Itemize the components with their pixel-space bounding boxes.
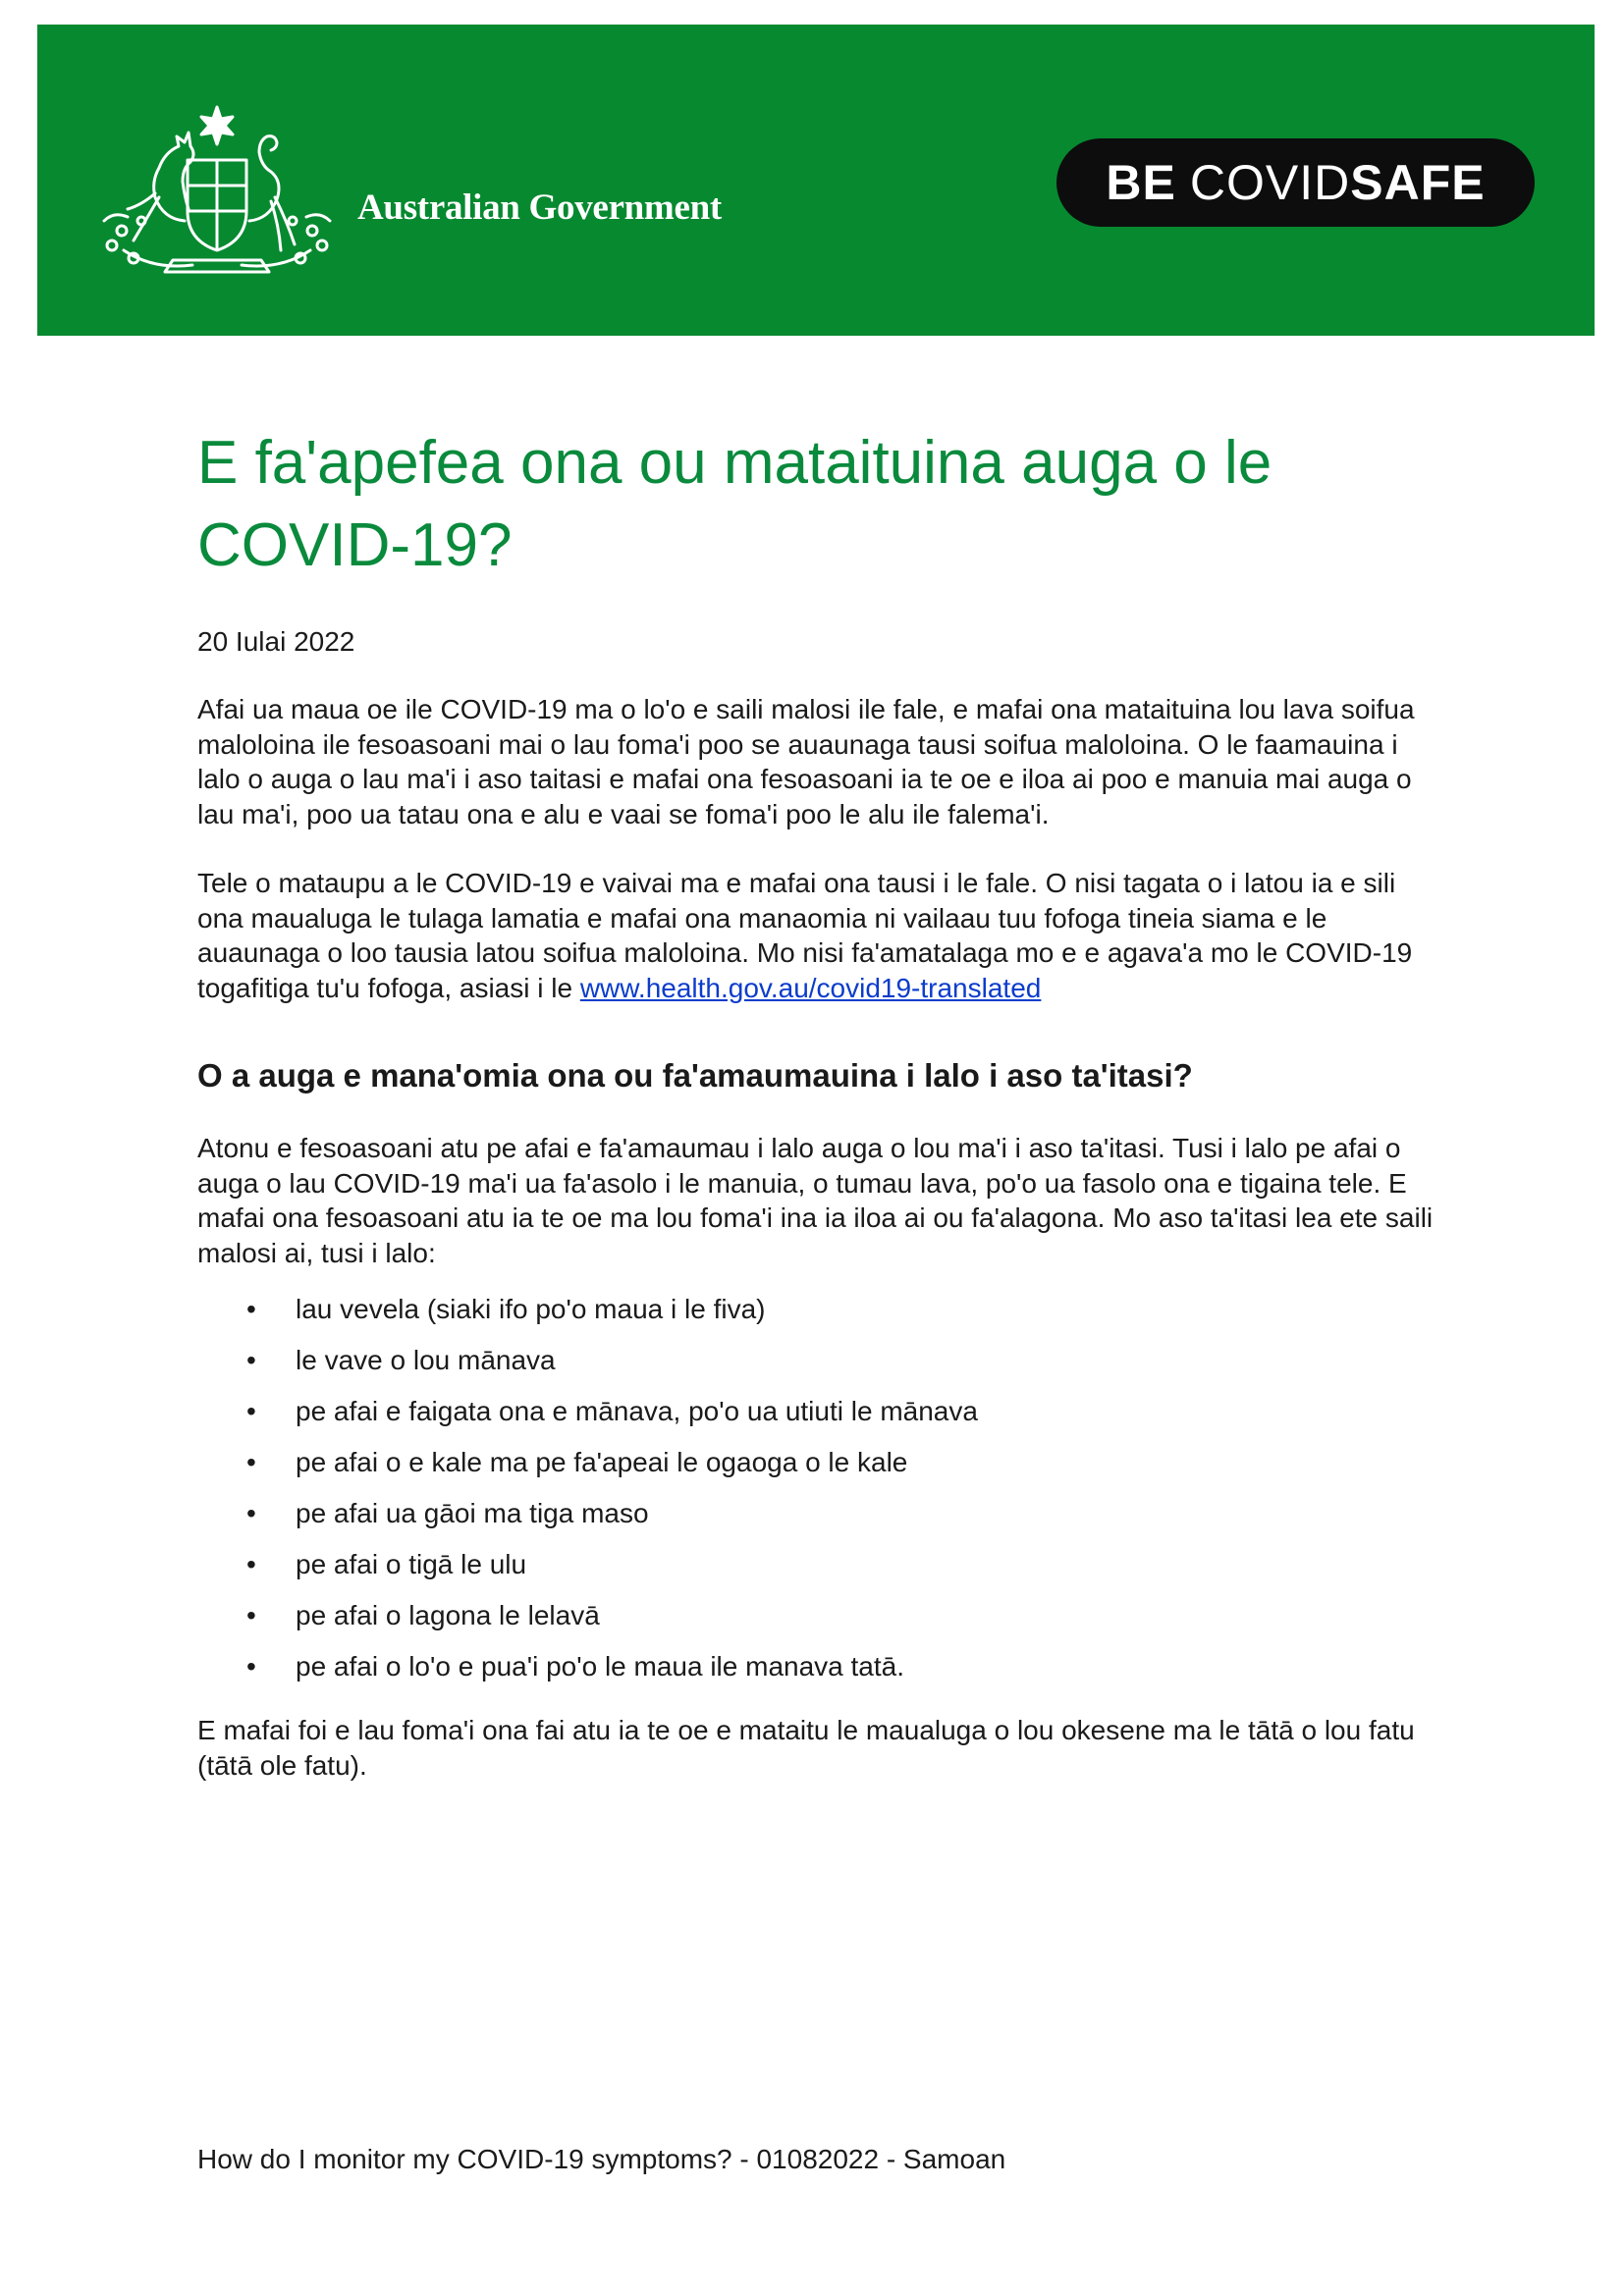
bullet-icon: • xyxy=(246,1396,256,1426)
list-item-text: pe afai o lo'o e pua'i po'o le maua ile manava tatā. xyxy=(296,1651,905,1682)
list-item-text: pe afai o e kale ma pe fa'apeai le ogaoga o le kale xyxy=(296,1447,908,1477)
header-banner xyxy=(37,25,1595,336)
treatment-paragraph xyxy=(197,866,1444,1005)
symptom-list xyxy=(197,1292,1444,1683)
coat-of-arms-icon xyxy=(94,103,340,290)
page-footer: How do I monitor my COVID-19 symptoms? - 01082022 - Samoan xyxy=(197,2144,1006,2174)
be-covidsafe-badge xyxy=(1056,138,1535,227)
bullet-icon: • xyxy=(246,1498,256,1528)
section-heading: O a auga e mana'omia ona ou fa'amaumauina i lalo i aso ta'itasi? xyxy=(197,1057,1193,1094)
list-item xyxy=(197,1394,1444,1428)
list-item xyxy=(197,1445,1444,1479)
list-item-text: pe afai ua gāoi ma tiga maso xyxy=(296,1498,649,1528)
bullet-icon: • xyxy=(246,1294,256,1324)
list-item xyxy=(197,1496,1444,1530)
list-item xyxy=(197,1547,1444,1581)
bullet-icon: • xyxy=(246,1549,256,1579)
list-item-text: pe afai o tigā le ulu xyxy=(296,1549,527,1579)
bullet-icon: • xyxy=(246,1651,256,1682)
badge-be: BE xyxy=(1106,155,1176,210)
page-title: E fa'apefea ona ou mataituina auga o le COVID-19? xyxy=(197,429,1272,579)
health-translated-link[interactable]: www.health.gov.au/covid19-translated xyxy=(579,972,1042,1003)
list-item-text: pe afai o lagona le lelavā xyxy=(296,1600,600,1630)
publication-date: 20 Iulai 2022 xyxy=(197,626,355,657)
government-name: Australian Government xyxy=(357,187,722,228)
list-item xyxy=(197,1598,1444,1632)
bullet-icon: • xyxy=(246,1345,256,1375)
badge-covid: COVID xyxy=(1189,155,1351,210)
list-item xyxy=(197,1292,1444,1326)
list-item xyxy=(197,1343,1444,1377)
oxygen-paragraph: E mafai foi e lau foma'i ona fai atu ia te oe e mataitu le maualuga o lou okesene ma le tātā o lou fatu (tātā ole fatu). xyxy=(197,1715,1415,1781)
bullet-icon: • xyxy=(246,1447,256,1477)
bullet-icon: • xyxy=(246,1600,256,1630)
treatment-paragraph-text: Tele o mataupu a le COVID-19 e vaivai ma e mafai ona tausi i le fale. O nisi tagata o i latou ia e sili ona maualuga le tulaga lamatia e mafai ona manaomia ni vailaau tuu fofoga tineia siama e le auaunaga o loo tausia latou soifua maloloina. Mo nisi fa'amatalaga mo e e agava'a mo le COVID-19 togafitiga tu'u fofoga, asiasi i le xyxy=(197,868,1413,1003)
list-item-text: pe afai e faigata ona e mānava, po'o ua utiuti le mānava xyxy=(296,1396,978,1426)
document-body xyxy=(197,422,1444,1783)
record-symptoms-paragraph: Atonu e fesoasoani atu pe afai e fa'amaumau i lalo auga o lou ma'i i aso ta'itasi. Tusi i lalo pe afai o auga o lau COVID-19 ma'i ua fa'asolo i le manuia, o tumau lava, po'o ua fasolo ona e tigaina tele. E mafai ona fesoasoani atu ia te oe ma lou foma'i ina ia iloa ai ou fa'alagona. Mo aso ta'itasi lea ete saili malosi ai, tusi i lalo: xyxy=(197,1133,1434,1268)
list-item-text: lau vevela (siaki ifo po'o maua i le fiva) xyxy=(296,1294,766,1324)
list-item-text: le vave o lou mānava xyxy=(296,1345,556,1375)
badge-safe: SAFE xyxy=(1350,155,1486,210)
intro-paragraph: Afai ua maua oe ile COVID-19 ma o lo'o e saili malosi ile fale, e mafai ona mataituina lou lava soifua maloloina ile fesoasoani mai o lau foma'i poo se auaunaga tausi soifua maloloina. O le faamauina i lalo o auga o lau ma'i i aso taitasi e mafai ona fesoasoani ia te oe e iloa ai poo e manuia mai auga o lau ma'i, poo ua tatau ona e alu e vaai se foma'i poo le alu ile falema'i. xyxy=(197,694,1415,829)
list-item xyxy=(197,1649,1444,1683)
